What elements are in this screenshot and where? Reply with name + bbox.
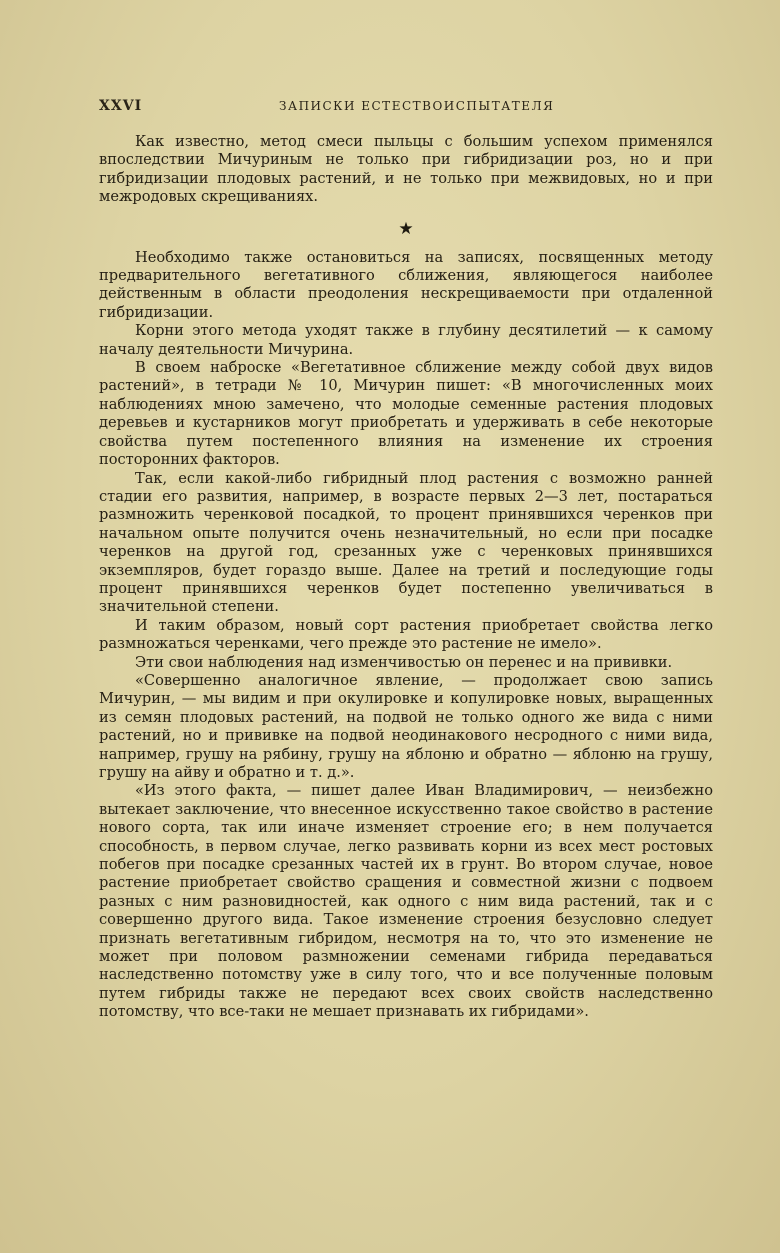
page-body [99, 133, 713, 1022]
paragraph: «Совершенно аналогичное явление, — продолжает свою запись Мичурин, — мы видим и при окулировке и копулировке новых, выращенных из семян плодовых растений, на подвой не только одного же вида с ними растений, но и прививке на подвой неодинакового несродного с ними вида, например, грушу на рябину, грушу на яблоню и обратно — яблоню на грушу, грушу на айву и обратно и т. д.». [99, 671, 713, 781]
paragraph: Как известно, метод смеси пыльцы с большим успехом применялся впоследствии Мичуриным не только при гибридизации роз, но и при гибридизации плодовых растений, и не только при межвидовых, но и при межродовых скрещиваниях. [99, 133, 713, 206]
page-number: XXVI [99, 98, 143, 114]
paragraph: Так, если какой-либо гибридный плод растения с возможно ранней стадии его развития, например, в возрасте первых 2—3 лет, постараться размножить черенковой посадкой, то процент принявшихся черенков при начальном опыте получится очень незначительный, но если при посадке черенков на другой год, срезанных уже с черенковых принявшихся экземпляров, будет гораздо выше. Далее на третий и последующие годы процент принявшихся черенков будет постепенно увеличиваться в значительной степени. [99, 469, 713, 616]
paragraph: Эти свои наблюдения над изменчивостью он перенес и на прививки. [135, 653, 673, 671]
star-divider-icon: ★ [398, 218, 414, 239]
running-title: ЗАПИСКИ ЕСТЕСТВОИСПЫТАТЕЛЯ [279, 99, 555, 113]
paragraph: И таким образом, новый сорт растения приобретает свойства легко размножаться черенками, чего прежде это растение не имело». [99, 616, 713, 653]
paragraph: Необходимо также остановиться на записях, посвященных методу предварительного вегетативного сближения, являющегося наиболее действенным в области преодоления нескрещиваемости при отдаленной гибридизации. [99, 248, 713, 321]
paragraph: «Из этого факта, — пишет далее Иван Владимирович, — неизбежно вытекает заключение, что внесенное искусственно такое свойство в растение нового сорта, так или иначе изменяет строение его; в нем получается способность, в первом случае, легко развивать корни из всех мест ростовых побегов при посадке срезанных частей их в грунт. Во втором случае, новое растение приобретает свойство сращения и совместной жизни с подвоем разных с ним разновидностей, как одного с ним вида растений, так и с совершенно другого вида. Такое изменение строения безусловно следует признать вегетативным гибридом, несмотря на то, что это изменение не может при половом размножении семенами гибрида передаваться наследственно потомству уже в силу того, что и все полученные половым путем гибриды также не передают всех своих свойств наследственно потомству, что все-таки не мешает признавать их гибридами». [99, 782, 713, 1021]
paragraph: В своем наброске «Вегетативное сближение между собой двух видов растений», в тетради № 10, Мичурин пишет: «В многочисленных моих наблюдениях мною замечено, что молодые семенные растения плодовых деревьев и кустарников могут приобретать и удерживать в себе некоторые свойства путем постепенного влияния на изменение их строения посторонних факторов. [99, 359, 713, 469]
paragraph: Корни этого метода уходят также в глубину десятилетий — к самому началу деятельности Мичурина. [99, 322, 713, 358]
page-header [99, 98, 713, 118]
